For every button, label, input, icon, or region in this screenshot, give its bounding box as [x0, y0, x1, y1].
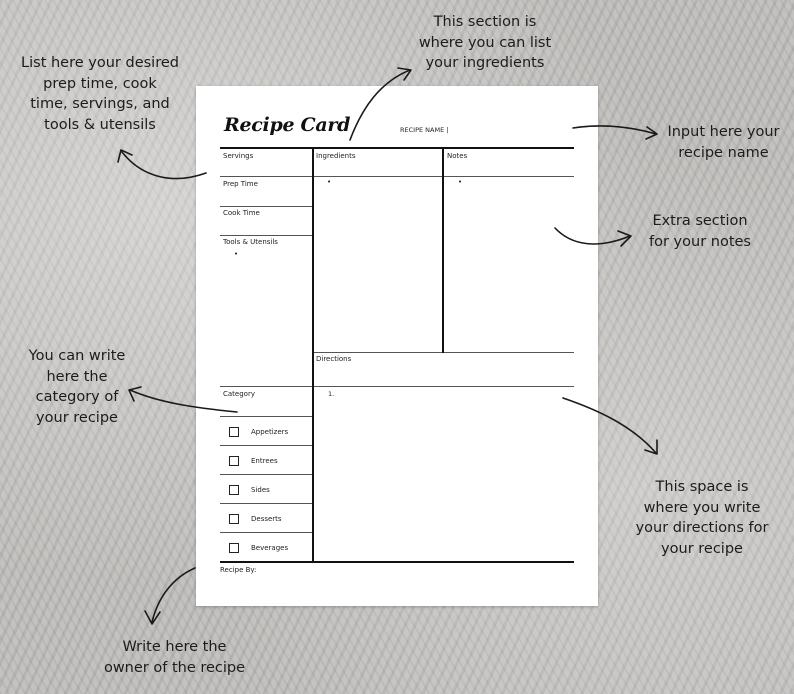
annotation-prep: List here your desired prep time, cook time, servings, and tools & utensils — [21, 55, 179, 133]
ingredients-label: Ingredients — [316, 152, 356, 160]
directions-label: Directions — [316, 355, 352, 363]
arrow-notes — [555, 228, 630, 244]
appetizers-label: Appetizers — [251, 428, 289, 436]
arrow-recipe-name — [573, 126, 656, 134]
annotation-category: You can write here the category of your recipe — [28, 348, 126, 426]
beverages-label: Beverages — [251, 544, 289, 552]
notes-label: Notes — [447, 152, 468, 160]
cook-time-label: Cook Time — [223, 209, 260, 217]
tools-bullet: • — [234, 250, 239, 258]
recipe-name-field[interactable]: RECIPE NAME | — [400, 126, 449, 134]
annotation-directions: This space is where you write your directions for your recipe — [635, 479, 769, 557]
arrow-prep — [122, 152, 206, 179]
arrow-ingredients — [350, 70, 410, 140]
desserts-label: Desserts — [251, 515, 282, 523]
recipe-by-label: Recipe By: — [220, 566, 257, 574]
entrees-label: Entrees — [251, 457, 278, 465]
arrow-directions — [563, 398, 656, 453]
arrow-category — [130, 390, 237, 412]
card-title: Recipe Card — [224, 114, 351, 136]
prep-time-label: Prep Time — [223, 180, 258, 188]
sides-label: Sides — [251, 486, 270, 494]
servings-label: Servings — [223, 152, 254, 160]
annotation-owner: Write here the owner of the recipe — [103, 639, 246, 676]
direction-step-number: 1. — [328, 390, 335, 398]
category-label: Category — [223, 390, 255, 398]
notes-bullet: • — [458, 178, 463, 186]
ingredient-bullet: • — [327, 178, 332, 186]
annotation-notes: Extra section for your notes — [649, 213, 751, 250]
annotation-ingredients: This section is where you can list your ingredients — [418, 14, 552, 71]
tools-label: Tools & Utensils — [223, 238, 278, 246]
annotation-recipe-name: Input here your recipe name — [667, 124, 780, 161]
